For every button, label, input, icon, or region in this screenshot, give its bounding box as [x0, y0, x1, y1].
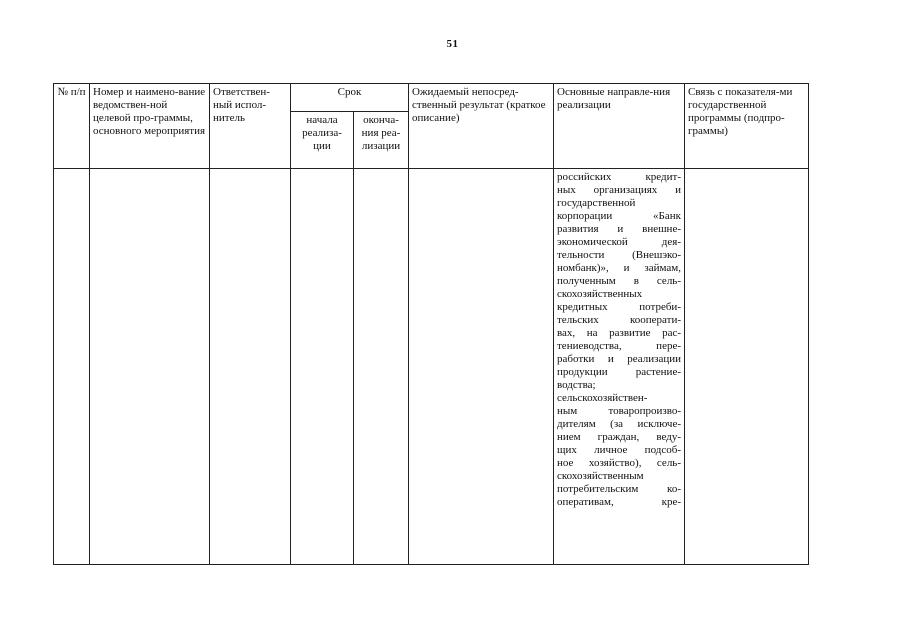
directions-line: тельности (Внешэко- [557, 249, 681, 261]
cell-directions [554, 169, 685, 565]
cell-expected-result [409, 169, 554, 565]
header-program-name: Номер и наимено-вание ведомствен-ной целевой про-граммы, основного мероприятия [90, 84, 210, 169]
directions-line: экономической дея- [557, 236, 681, 248]
header-indicators-link: Связь с показателя-ми государственной программы (подпро-граммы) [685, 84, 809, 169]
directions-line: нием граждан, веду- [557, 431, 681, 443]
directions-line: тельских кооперати- [557, 314, 681, 326]
directions-line: щих личное подсоб- [557, 444, 681, 456]
directions-line: тениеводства, пере- [557, 340, 681, 352]
directions-line: российских кредит- [557, 171, 681, 183]
directions-line: государственной [557, 197, 636, 209]
directions-line: полученным в сель- [557, 275, 681, 287]
header-row [54, 84, 809, 112]
directions-line: кредитных потреби- [557, 301, 681, 313]
directions-line: водства; [557, 379, 596, 391]
directions-line: скохозяйственных [557, 288, 643, 300]
cell-indicators-link [685, 169, 809, 565]
cell-executor [210, 169, 291, 565]
directions-line: скохозяйственным [557, 470, 644, 482]
cell-num [54, 169, 90, 565]
header-directions: Основные направле-ния реализации [554, 84, 685, 169]
header-term-start: начала реализа-ции [291, 112, 354, 169]
directions-line: вах, на развитие рас- [557, 327, 681, 339]
directions-line: потребительским ко- [557, 483, 681, 495]
directions-line: корпорации «Банк [557, 210, 681, 222]
document-table [53, 83, 809, 565]
header-term: Срок [291, 84, 409, 112]
directions-line: развития и внешне- [557, 223, 681, 235]
directions-line: ным товаропроизво- [557, 405, 681, 417]
directions-text [557, 171, 681, 509]
directions-line: дителям (за исключе- [557, 418, 681, 430]
cell-program-name [90, 169, 210, 565]
header-num: № п/п [54, 84, 90, 169]
page-number: 51 [446, 38, 459, 50]
directions-line: сельскохозяйствен- [557, 392, 648, 404]
header-executor: Ответствен-ный испол-нитель [210, 84, 291, 169]
header-term-end: оконча-ния реа-лизации [354, 112, 409, 169]
directions-line: номбанк)», и займам, [557, 262, 681, 274]
directions-line: ное хозяйство), сель- [557, 457, 681, 469]
cell-term-start [291, 169, 354, 565]
table-row [54, 169, 809, 565]
directions-line: работки и реализации [557, 353, 681, 365]
header-expected-result: Ожидаемый непосред-ственный результат (краткое описание) [409, 84, 554, 169]
directions-line: оперативам, кре- [557, 496, 681, 508]
directions-line: ных организациях и [557, 184, 681, 196]
cell-term-end [354, 169, 409, 565]
directions-line: продукции растение- [557, 366, 681, 378]
